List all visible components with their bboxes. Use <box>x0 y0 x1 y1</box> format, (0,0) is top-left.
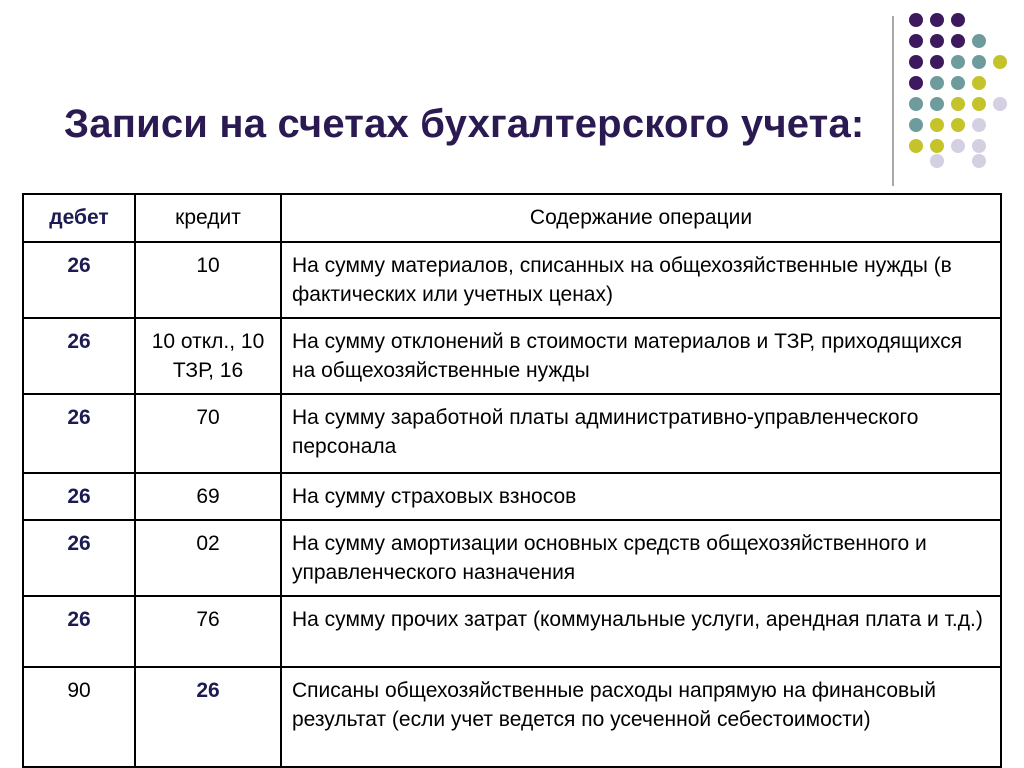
cell-content: На сумму отклонений в стоимости материалов и ТЗР, приходящихся на общехозяйственные нужды <box>281 318 1001 394</box>
table-row <box>23 394 1001 473</box>
decor-dot <box>951 97 965 111</box>
decor-dot <box>972 118 986 132</box>
decor-dot <box>972 76 986 90</box>
cell-content: На сумму заработной платы административно-управленческого персонала <box>281 394 1001 473</box>
decor-dot <box>930 55 944 69</box>
decor-dot <box>909 118 923 132</box>
cell-credit: 02 <box>135 520 281 596</box>
decor-dot <box>930 13 944 27</box>
decor-dot <box>951 139 965 153</box>
table-row <box>23 596 1001 667</box>
decor-dot <box>930 97 944 111</box>
decor-dot <box>972 139 986 153</box>
decor-dot <box>951 34 965 48</box>
decor-dot <box>909 76 923 90</box>
decor-dot <box>909 139 923 153</box>
decor-dot <box>909 97 923 111</box>
decor-dot <box>951 76 965 90</box>
cell-debit: 26 <box>23 596 135 667</box>
decor-dot <box>951 118 965 132</box>
cell-content: На сумму материалов, списанных на общехозяйственные нужды (в фактических или учетных ценах) <box>281 242 1001 318</box>
divider-line <box>892 16 894 186</box>
decor-dot <box>930 34 944 48</box>
decor-dot <box>909 55 923 69</box>
decor-dot <box>972 97 986 111</box>
cell-debit: 26 <box>23 520 135 596</box>
decor-dot <box>930 139 944 153</box>
decor-dot <box>930 118 944 132</box>
cell-content: Списаны общехозяйственные расходы напрямую на финансовый результат (если учет ведется по усеченной себестоимости) <box>281 667 1001 767</box>
cell-content: На сумму прочих затрат (коммунальные услуги, арендная плата и т.д.) <box>281 596 1001 667</box>
cell-credit: 10 <box>135 242 281 318</box>
decor-dot <box>930 76 944 90</box>
decor-dot <box>972 34 986 48</box>
decor-dot <box>951 55 965 69</box>
accounting-entries-table <box>22 193 1002 768</box>
decor-dot <box>951 13 965 27</box>
cell-debit: 26 <box>23 318 135 394</box>
cell-debit: 26 <box>23 394 135 473</box>
decorative-dot-grid <box>904 8 1024 168</box>
decor-dot <box>930 154 944 168</box>
cell-debit: 90 <box>23 667 135 767</box>
table-header-row <box>23 194 1001 242</box>
table-row <box>23 473 1001 520</box>
decor-dot <box>993 97 1007 111</box>
header-credit: кредит <box>135 194 281 242</box>
cell-content: На сумму амортизации основных средств общехозяйственного и управленческого назначения <box>281 520 1001 596</box>
cell-debit: 26 <box>23 242 135 318</box>
decor-dot <box>993 55 1007 69</box>
cell-credit: 10 откл., 10 ТЗР, 16 <box>135 318 281 394</box>
cell-credit: 76 <box>135 596 281 667</box>
cell-debit: 26 <box>23 473 135 520</box>
decor-dot <box>909 34 923 48</box>
header-operation-content: Содержание операции <box>281 194 1001 242</box>
cell-credit: 70 <box>135 394 281 473</box>
cell-credit: 26 <box>135 667 281 767</box>
table-row <box>23 667 1001 767</box>
decor-dot <box>972 55 986 69</box>
table-row <box>23 520 1001 596</box>
header-debit: дебет <box>23 194 135 242</box>
table-row <box>23 242 1001 318</box>
slide-title: Записи на счетах бухгалтерского учета: <box>64 102 865 146</box>
table-row <box>23 318 1001 394</box>
decor-dot <box>909 13 923 27</box>
cell-credit: 69 <box>135 473 281 520</box>
cell-content: На сумму страховых взносов <box>281 473 1001 520</box>
decor-dot <box>972 154 986 168</box>
accounting-entries-table-wrap <box>22 193 1000 768</box>
